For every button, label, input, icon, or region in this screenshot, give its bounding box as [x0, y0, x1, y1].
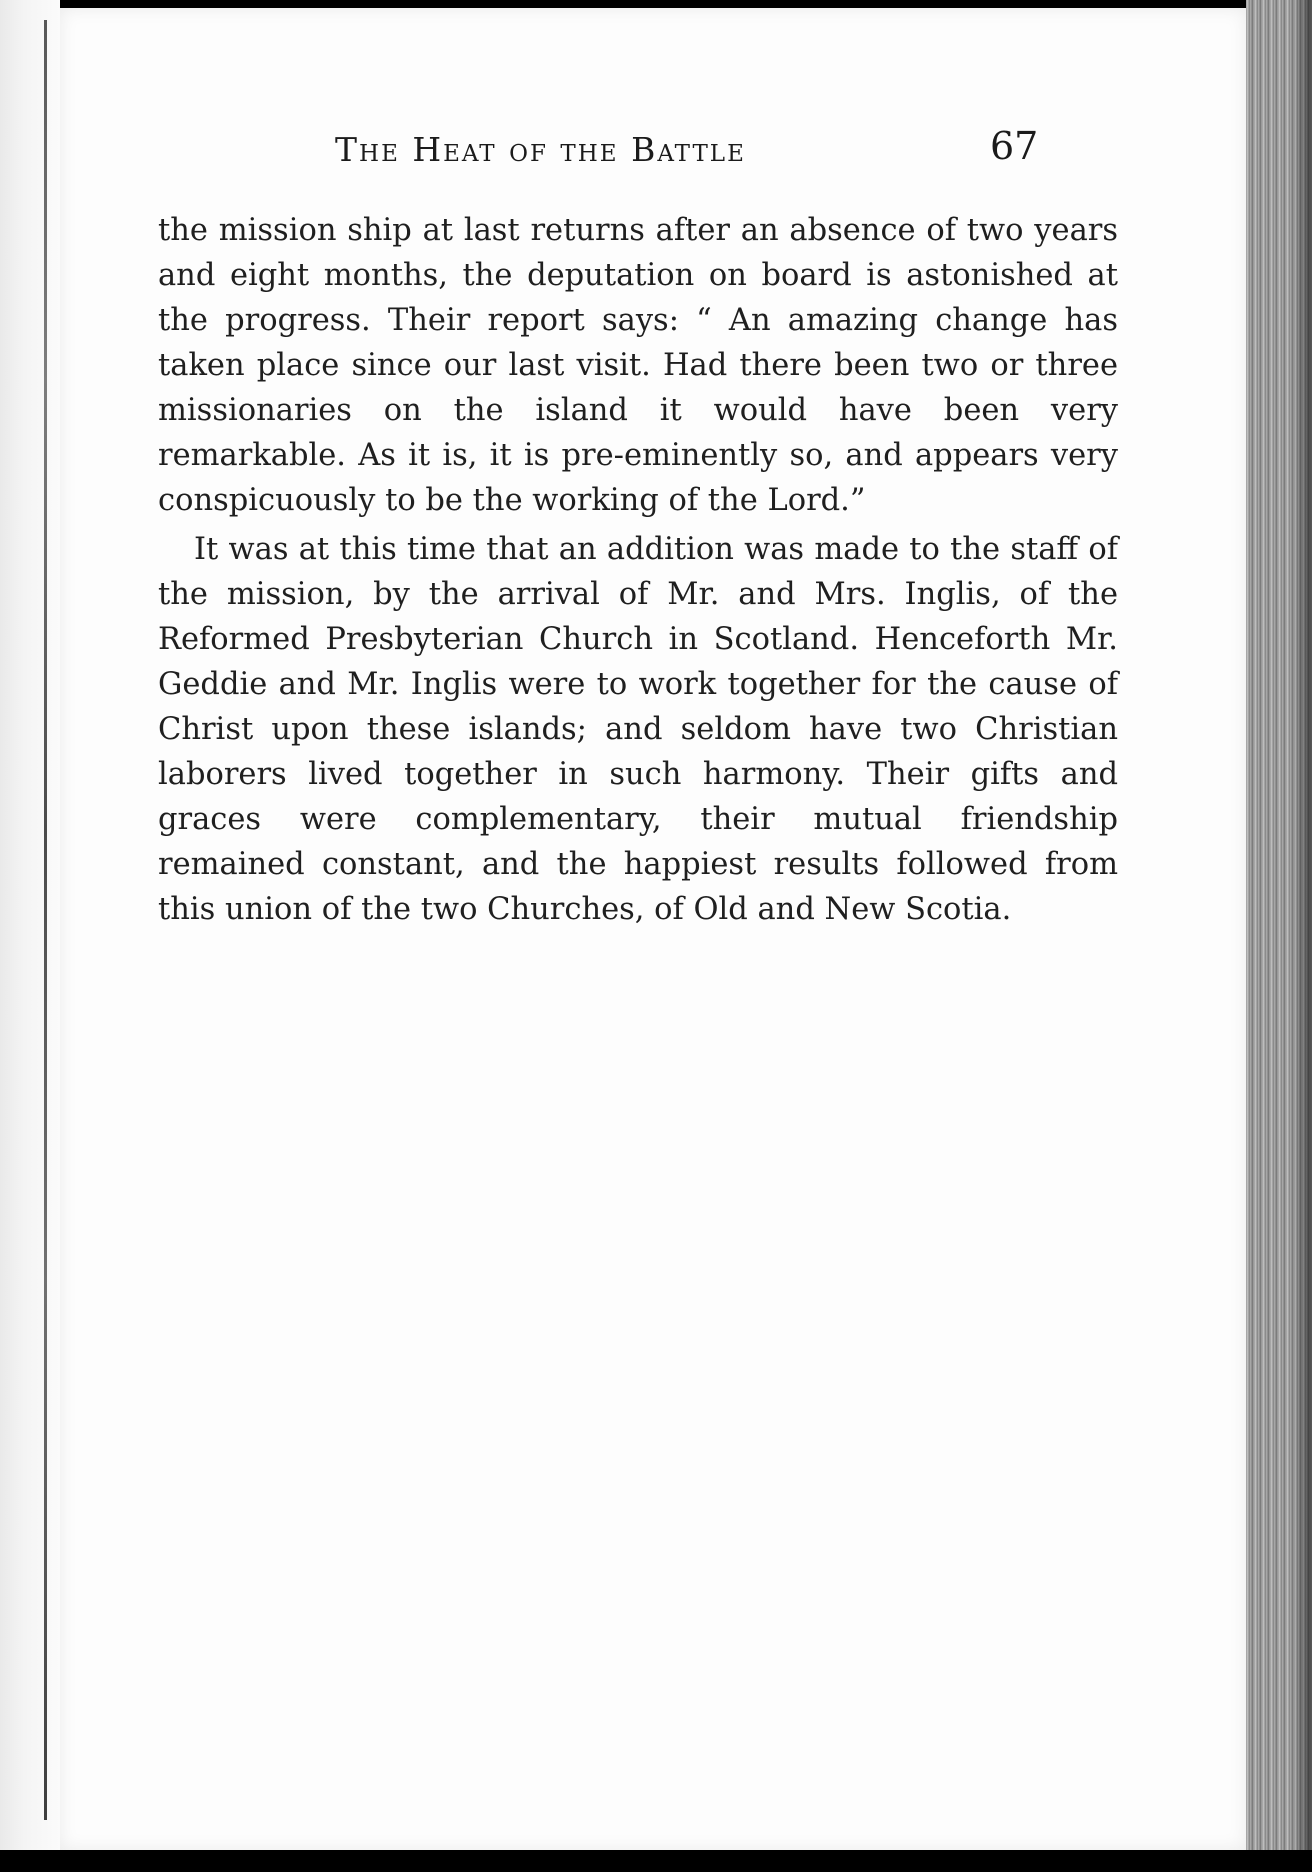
- book-page: [60, 8, 1246, 1850]
- bottom-shadow: [0, 1850, 1312, 1872]
- gutter-fold: [44, 20, 47, 1820]
- running-head: [60, 120, 1246, 180]
- facing-page-edge: [0, 0, 60, 1850]
- paragraph-2: It was at this time that an addition was made to the staff of the mission, by the arrival of Mr. and Mrs. Inglis, of the Reformed Presbyterian Church in Scotland. Henceforth Mr. Geddie and Mr. Inglis were to work together for the cause of Christ upon these islands; and seldom have two Christian laborers lived together in such harmony. Their gifts and graces were complementary, their mutual friendship remained constant, and the happiest results followed from this union of the two Churches, of Old and New Scotia.: [158, 532, 1118, 927]
- paragraph-1: the mission ship at last returns after an absence of two years and eight months, the deputation on board is astonished at the progress. Their report says: “ An amazing change has taken place since our last visit. Had there been two or three missionaries on the island it would have been very remarkable. As it is, it is pre-eminently so, and appears very conspicuously to be the working of the Lord.”: [158, 213, 1118, 518]
- body-text: [158, 208, 1118, 932]
- page-block-edges: [1246, 0, 1312, 1872]
- edge-shadow: [1292, 0, 1312, 1872]
- running-title: The Heat of the Battle: [335, 130, 746, 169]
- page-number: 67: [990, 124, 1039, 168]
